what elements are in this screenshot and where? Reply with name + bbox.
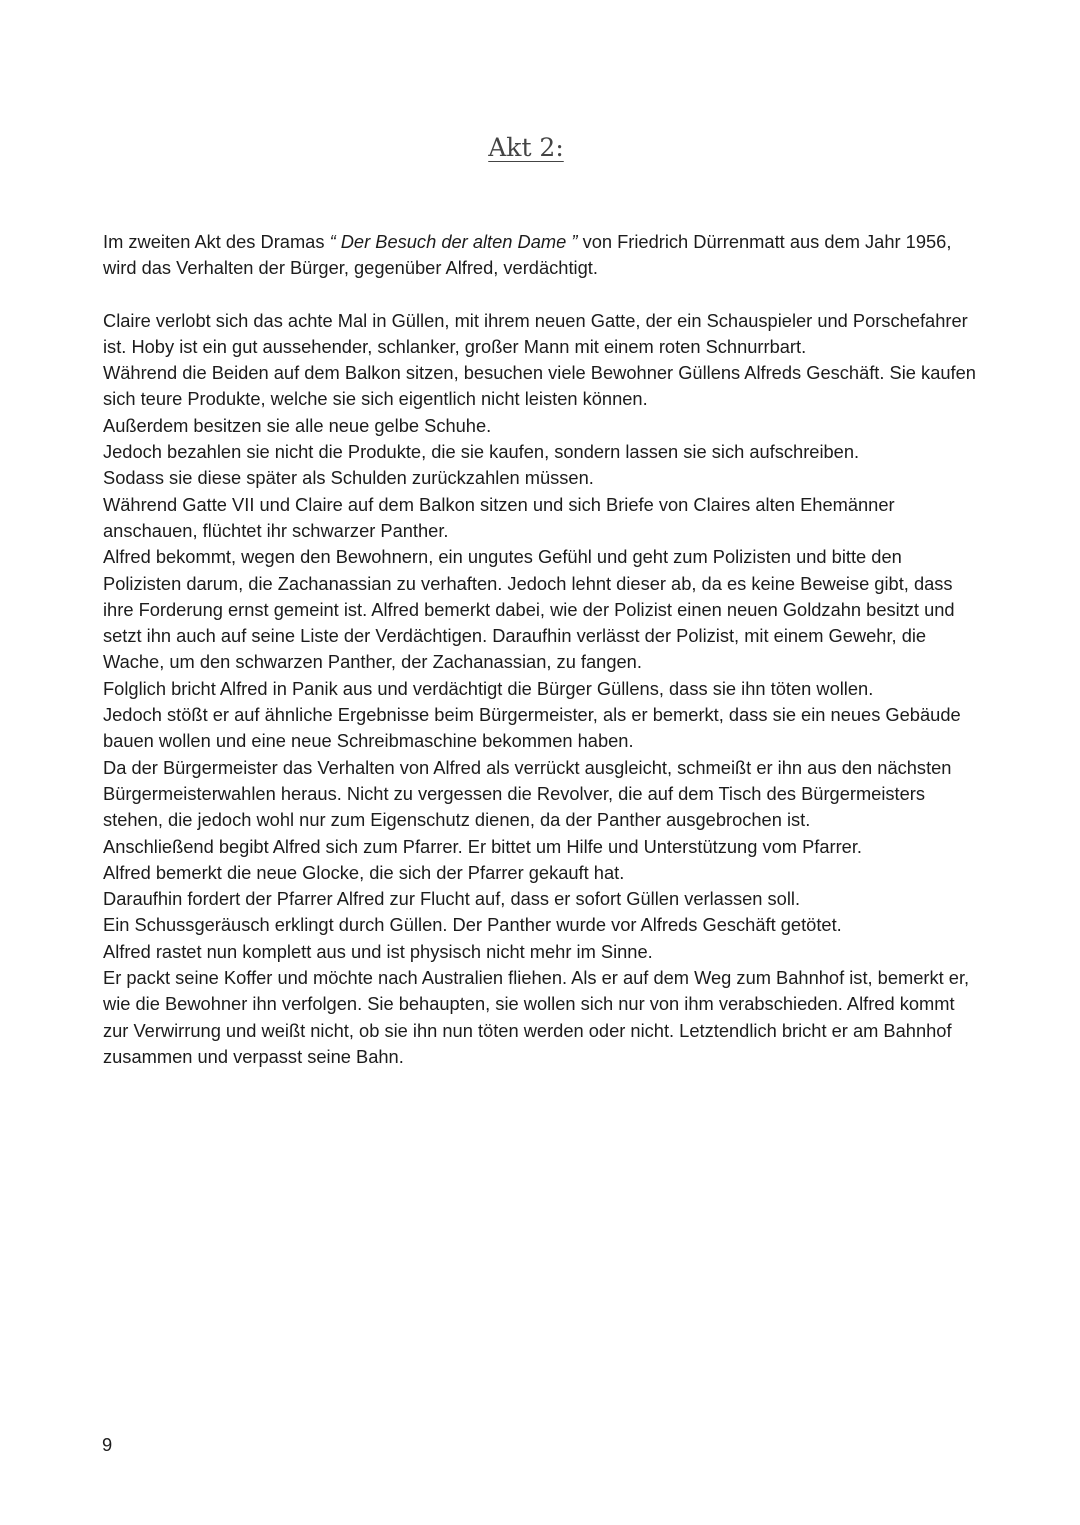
paragraph: Während Gatte VII und Claire auf dem Balkon sitzen und sich Briefe von Claires alten Ehemänner anschauen, flüchtet ihr schwarzer Panther. (103, 493, 895, 541)
paragraph: Sodass sie diese später als Schulden zurückzahlen müssen. (103, 467, 594, 489)
paragraph: Jedoch stößt er auf ähnliche Ergebnisse beim Bürgermeister, als er bemerkt, dass sie ein neues Gebäude bauen wollen und eine neue Schreibmaschine bekommen haben. (103, 704, 961, 752)
work-title: “ Der Besuch der alten Dame ” (329, 231, 578, 252)
intro-text-after: von Friedrich Dürrenmatt aus dem Jahr 1956, wird das Verhalten der Bürger, gegenüber Alfred, verdächtigt. (103, 231, 952, 279)
paragraph: Außerdem besitzen sie alle neue gelbe Schuhe. (103, 414, 492, 436)
paragraph: Ein Schussgeräusch erklingt durch Güllen. Der Panther wurde vor Alfreds Geschäft getötet. (103, 914, 842, 936)
paragraph: Alfred bemerkt die neue Glocke, die sich der Pfarrer gekauft hat. (103, 861, 625, 883)
paragraph: Folglich bricht Alfred in Panik aus und verdächtigt die Bürger Güllens, dass sie ihn töten wollen. (103, 677, 874, 699)
paragraph: Claire verlobt sich das achte Mal in Güllen, mit ihrem neuen Gatte, der ein Schauspieler und Porschefahrer ist. Hoby ist ein gut aussehender, schlanker, großer Mann mit einem roten Schnurrbart. (103, 309, 968, 357)
intro-paragraph (103, 229, 983, 282)
document-body (103, 229, 983, 1070)
paragraph: Alfred bekommt, wegen den Bewohnern, ein ungutes Gefühl und geht zum Polizisten und bitte den Polizisten darum, die Zachanassian zu verhaften. Jedoch lehnt dieser ab, da es keine Beweise gibt, dass ihre Forderung ernst gemeint ist. Alfred bemerkt dabei, wie der Polizist einen neuen Goldzahn besitzt und setzt ihn auch auf seine Liste der Verdächtigen. Daraufhin verlässt der Polizist, mit einem Gewehr, die Wache, um den schwarzen Panther, der Zachanassian, zu fangen. (103, 546, 955, 673)
paragraph: Er packt seine Koffer und möchte nach Australien fliehen. Als er auf dem Weg zum Bahnhof ist, bemerkt er, wie die Bewohner ihn verfolgen. Sie behaupten, sie wollen sich nur von ihm verabschieden. Alfred kommt zur Verwirrung und weißt nicht, ob sie ihn nun töten werden oder nicht. Letztendlich bricht er am Bahnhof zusammen und verpasst seine Bahn. (103, 967, 970, 1067)
paragraph: Alfred rastet nun komplett aus und ist physisch nicht mehr im Sinne. (103, 940, 653, 962)
paragraph: Da der Bürgermeister das Verhalten von Alfred als verrückt ausgleicht, schmeißt er ihn aus den nächsten Bürgermeisterwahlen heraus. Nicht zu vergessen die Revolver, die auf dem Tisch des Bürgermeisters stehen, die jedoch wohl nur zum Eigenschutz dienen, da der Panther ausgebrochen ist. (103, 756, 952, 831)
paragraph: Anschließend begibt Alfred sich zum Pfarrer. Er bittet um Hilfe und Unterstützung vom Pfarrer. (103, 835, 863, 857)
intro-text-before: Im zweiten Akt des Dramas (103, 231, 330, 252)
paragraph: Jedoch bezahlen sie nicht die Produkte, die sie kaufen, sondern lassen sie sich aufschreiben. (103, 441, 860, 463)
page-title: Akt 2: (488, 133, 564, 162)
paragraph: Während die Beiden auf dem Balkon sitzen, besuchen viele Bewohner Güllens Alfreds Geschäft. Sie kaufen sich teure Produkte, welche sie sich eigentlich nicht leisten können. (103, 362, 976, 410)
paragraph: Daraufhin fordert der Pfarrer Alfred zur Flucht auf, dass er sofort Güllen verlassen soll. (103, 888, 801, 910)
page-number: 9 (102, 1434, 113, 1455)
